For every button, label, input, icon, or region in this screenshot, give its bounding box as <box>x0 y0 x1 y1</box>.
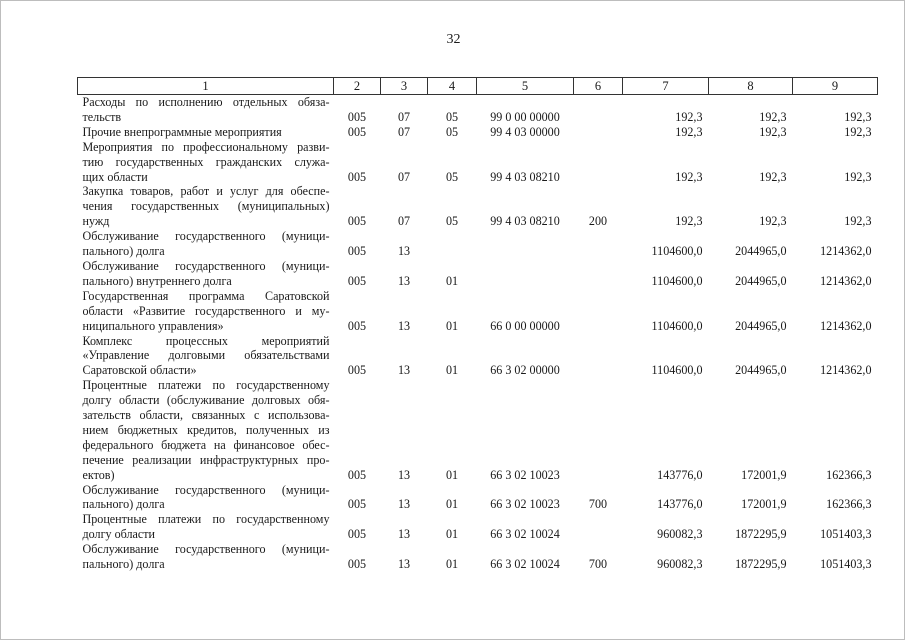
description-line: Прочие внепрограммные мероприятия <box>82 124 282 139</box>
ministry-code-cell: 005 <box>347 214 367 229</box>
description-line: пального) внутреннего долга <box>82 273 232 288</box>
amount-col9-cell: 1051403,3 <box>820 557 872 572</box>
section-code-cell: 13 <box>397 318 411 333</box>
target-article-cell: 66 3 02 10024 <box>490 557 560 572</box>
amount-col7-cell: 143776,0 <box>657 467 703 482</box>
amount-col9-cell: 162366,3 <box>826 497 872 512</box>
section-code-cell: 07 <box>397 124 411 139</box>
subsection-code-cell: 05 <box>445 109 459 124</box>
amount-col9-cell: 192,3 <box>844 109 872 124</box>
description-line: щих области <box>82 169 148 184</box>
row-description-cell <box>78 378 334 482</box>
target-article-cell <box>477 229 574 259</box>
table-row <box>78 184 878 229</box>
description-line: федерального бюджета на финансовое обес- <box>82 437 330 452</box>
amount-col7-cell: 1104600,0 <box>651 363 703 378</box>
subsection-code-cell: 05 <box>445 214 459 229</box>
amount-col9-cell: 1214362,0 <box>820 273 872 288</box>
row-description-cell <box>78 289 334 334</box>
amount-col8-cell: 2044965,0 <box>735 273 787 288</box>
row-description-cell <box>78 512 334 542</box>
description-line: Комплекс процессных мероприятий <box>82 333 330 348</box>
description-line: долгу области (обслуживание долговых обя- <box>82 393 330 408</box>
row-description-cell <box>78 125 334 140</box>
amount-col7-cell: 192,3 <box>675 124 703 139</box>
expense-type-cell: 700 <box>588 557 608 572</box>
description-line: чения государственных (муниципальных) <box>82 199 330 214</box>
target-article-cell: 66 0 00 00000 <box>490 318 560 333</box>
section-code-cell: 07 <box>397 214 411 229</box>
table-row <box>78 229 878 259</box>
expense-type-cell <box>574 140 623 185</box>
page-number: 32 <box>446 32 461 47</box>
column-header: 2 <box>334 78 381 95</box>
amount-col9-cell: 1051403,3 <box>820 527 872 542</box>
section-code-cell: 13 <box>397 527 411 542</box>
expense-type-cell <box>574 378 623 482</box>
section-code-cell: 13 <box>397 497 411 512</box>
amount-col7-cell: 1104600,0 <box>651 318 703 333</box>
table-row <box>78 542 878 572</box>
amount-col8-cell: 2044965,0 <box>735 318 787 333</box>
expense-type-cell <box>574 125 623 140</box>
table-row <box>78 259 878 289</box>
target-article-cell: 99 4 03 08210 <box>490 169 560 184</box>
table-row <box>78 95 878 125</box>
ministry-code-cell: 005 <box>347 467 367 482</box>
expense-type-cell <box>574 259 623 289</box>
section-code-cell: 13 <box>397 244 411 259</box>
description-line: Процентные платежи по государственному <box>82 378 330 393</box>
amount-col7-cell: 1104600,0 <box>651 273 703 288</box>
section-code-cell: 13 <box>397 273 411 288</box>
section-code-cell: 13 <box>397 557 411 572</box>
amount-col7-cell: 192,3 <box>675 109 703 124</box>
row-description-cell <box>78 483 334 513</box>
table-row <box>78 125 878 140</box>
ministry-code-cell: 005 <box>347 124 367 139</box>
ministry-code-cell: 005 <box>347 169 367 184</box>
amount-col8-cell: 2044965,0 <box>735 244 787 259</box>
column-header: 5 <box>477 78 574 95</box>
amount-col8-cell: 2044965,0 <box>735 363 787 378</box>
subsection-code-cell: 01 <box>445 527 459 542</box>
expense-type-cell <box>574 229 623 259</box>
section-code-cell: 07 <box>397 169 411 184</box>
amount-col8-cell: 172001,9 <box>741 467 787 482</box>
table-row <box>78 289 878 334</box>
description-line: печение реализации инфраструктурных про- <box>82 452 330 467</box>
amount-col8-cell: 1872295,9 <box>735 557 787 572</box>
ministry-code-cell: 005 <box>347 363 367 378</box>
ministry-code-cell: 005 <box>347 318 367 333</box>
ministry-code-cell: 005 <box>347 273 367 288</box>
header-row <box>78 78 878 95</box>
description-line: «Управление долговыми обязательствами <box>82 348 330 363</box>
expense-type-cell <box>574 334 623 379</box>
section-code-cell: 13 <box>397 363 411 378</box>
description-line: Закупка товаров, работ и услуг для обеспе- <box>82 184 330 199</box>
description-line: Саратовской области» <box>82 363 197 378</box>
target-article-cell: 66 3 02 10023 <box>490 467 560 482</box>
description-line: Обслуживание государственного (муници- <box>82 482 330 497</box>
column-header: 4 <box>428 78 477 95</box>
description-line: пального) долга <box>82 497 165 512</box>
subsection-code-cell: 01 <box>445 318 459 333</box>
row-description-cell <box>78 334 334 379</box>
amount-col7-cell: 143776,0 <box>657 497 703 512</box>
column-header: 1 <box>78 78 334 95</box>
subsection-code-cell: 01 <box>445 467 459 482</box>
description-line: Расходы по исполнению отдельных обяза- <box>82 95 330 109</box>
description-line: Обслуживание государственного (муници- <box>82 258 330 273</box>
amount-col9-cell: 192,3 <box>844 169 872 184</box>
description-line: пального) долга <box>82 557 165 572</box>
ministry-code-cell: 005 <box>347 244 367 259</box>
amount-col9-cell: 1214362,0 <box>820 244 872 259</box>
target-article-cell: 99 4 03 08210 <box>490 214 560 229</box>
amount-col8-cell: 192,3 <box>759 109 787 124</box>
expense-type-cell <box>574 289 623 334</box>
description-line: ектов) <box>82 467 115 482</box>
row-description-cell <box>78 184 334 229</box>
amount-col7-cell: 192,3 <box>675 214 703 229</box>
amount-col9-cell: 1214362,0 <box>820 363 872 378</box>
target-article-cell: 99 0 00 00000 <box>490 109 560 124</box>
subsection-code-cell: 01 <box>445 497 459 512</box>
description-line: Мероприятия по профессиональному разви- <box>82 139 330 154</box>
description-line: долгу области <box>82 527 156 542</box>
amount-col8-cell: 192,3 <box>759 124 787 139</box>
description-line: нужд <box>82 214 110 229</box>
description-line: области «Развитие государственного и му- <box>82 303 330 318</box>
subsection-code-cell <box>428 229 477 259</box>
row-description-cell <box>78 95 334 125</box>
amount-col8-cell: 172001,9 <box>741 497 787 512</box>
amount-col7-cell: 192,3 <box>675 169 703 184</box>
column-header: 6 <box>574 78 623 95</box>
section-code-cell: 07 <box>397 109 411 124</box>
column-header: 3 <box>381 78 428 95</box>
amount-col9-cell: 192,3 <box>844 124 872 139</box>
description-line: нием бюджетных кредитов, полученных из <box>82 422 330 437</box>
table-row <box>78 140 878 185</box>
target-article-cell: 66 3 02 10024 <box>490 527 560 542</box>
description-line: Процентные платежи по государственному <box>82 512 330 527</box>
description-line: тию государственных гражданских служа- <box>82 154 330 169</box>
ministry-code-cell: 005 <box>347 557 367 572</box>
table-row <box>78 378 878 482</box>
subsection-code-cell: 05 <box>445 124 459 139</box>
ministry-code-cell: 005 <box>347 497 367 512</box>
target-article-cell: 99 4 03 00000 <box>490 124 560 139</box>
description-line: зательств области, связанных с использова- <box>82 408 330 423</box>
amount-col7-cell: 960082,3 <box>657 527 703 542</box>
description-line: пального) долга <box>82 244 165 259</box>
subsection-code-cell: 01 <box>445 273 459 288</box>
description-line: тельств <box>82 109 122 124</box>
subsection-code-cell: 01 <box>445 557 459 572</box>
expense-type-cell <box>574 512 623 542</box>
description-line: Обслуживание государственного (муници- <box>82 229 330 244</box>
target-article-cell <box>477 259 574 289</box>
subsection-code-cell: 01 <box>445 363 459 378</box>
column-header: 8 <box>709 78 793 95</box>
budget-table <box>77 77 878 572</box>
ministry-code-cell: 005 <box>347 109 367 124</box>
expense-type-cell <box>574 95 623 125</box>
column-header: 9 <box>793 78 878 95</box>
amount-col8-cell: 1872295,9 <box>735 527 787 542</box>
amount-col9-cell: 192,3 <box>844 214 872 229</box>
table-row <box>78 334 878 379</box>
target-article-cell: 66 3 02 10023 <box>490 497 560 512</box>
expense-type-cell: 700 <box>588 497 608 512</box>
amount-col9-cell: 162366,3 <box>826 467 872 482</box>
amount-col7-cell: 1104600,0 <box>651 244 703 259</box>
row-description-cell <box>78 542 334 572</box>
row-description-cell <box>78 229 334 259</box>
description-line: Государственная программа Саратовской <box>82 288 330 303</box>
description-line: Обслуживание государственного (муници- <box>82 542 330 557</box>
target-article-cell: 66 3 02 00000 <box>490 363 560 378</box>
description-line: ниципального управления» <box>82 318 224 333</box>
amount-col8-cell: 192,3 <box>759 169 787 184</box>
ministry-code-cell: 005 <box>347 527 367 542</box>
amount-col8-cell: 192,3 <box>759 214 787 229</box>
table-row <box>78 512 878 542</box>
column-header: 7 <box>623 78 709 95</box>
table-row <box>78 483 878 513</box>
table-body <box>78 95 878 573</box>
row-description-cell <box>78 140 334 185</box>
amount-col9-cell: 1214362,0 <box>820 318 872 333</box>
amount-col7-cell: 960082,3 <box>657 557 703 572</box>
row-description-cell <box>78 259 334 289</box>
subsection-code-cell: 05 <box>445 169 459 184</box>
expense-type-cell: 200 <box>588 214 608 229</box>
section-code-cell: 13 <box>397 467 411 482</box>
table-header <box>78 78 878 95</box>
